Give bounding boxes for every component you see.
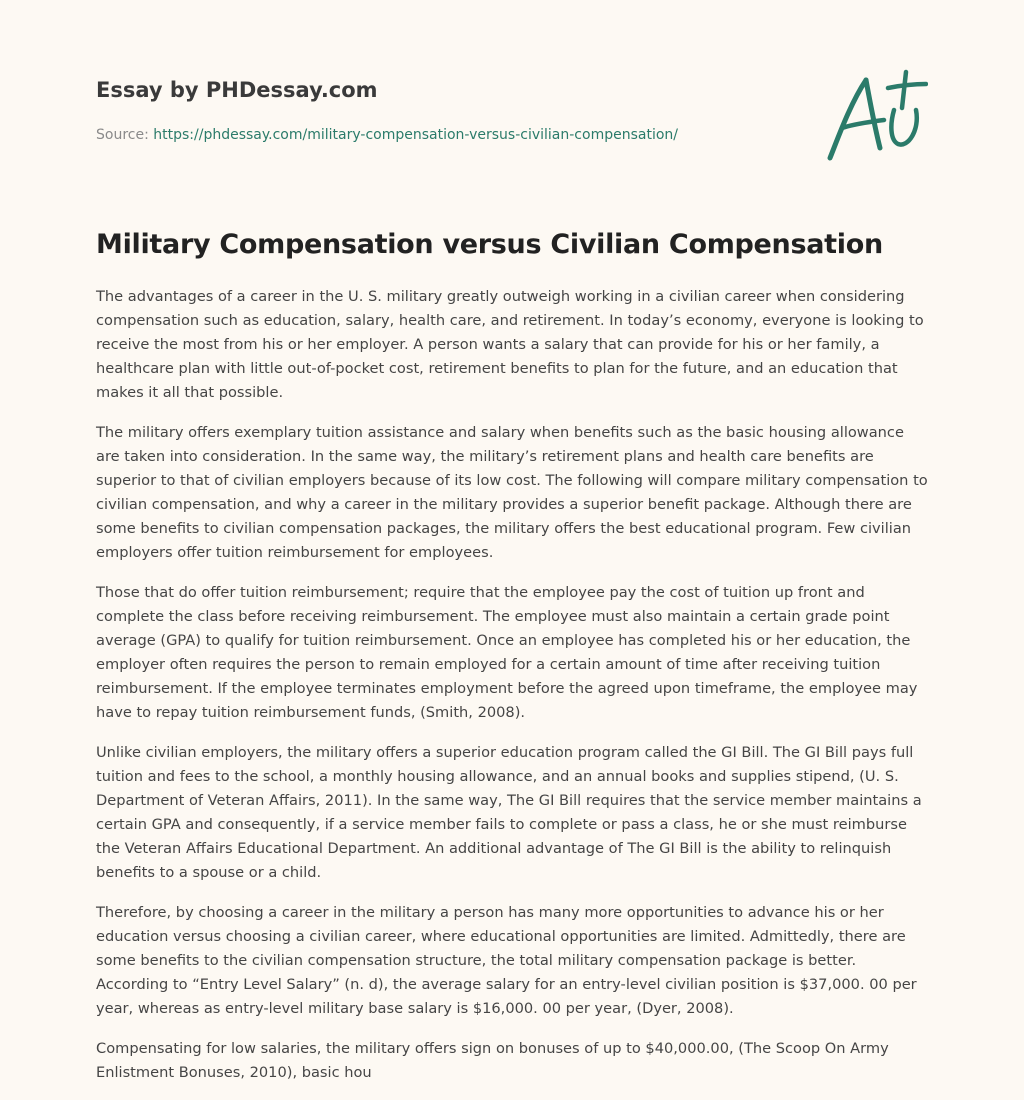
source-label: Source: [96, 127, 154, 143]
essay-paragraph: Compensating for low salaries, the military offers sign on bonuses of up to $40,000.00, (The Scoop On Army Enlistment Bonuses, 2010), basic hou [96, 1040, 889, 1081]
essay-paragraph: Unlike civilian employers, the military offers a superior education program called the GI Bill. The GI Bill pays full tuition and fees to the school, a monthly housing allowance, and an annual books and supplies stipend, (U. S. Department of Veteran Affairs, 2011). In the same way, The GI Bill requires that the service member maintains a certain GPA and consequently, if a service member fails to complete or pass a class, he or she must reimburse the Veteran Affairs Educational Department. An additional advantage of The GI Bill is the ability to relinquish benefits to a spouse or a child. [96, 744, 922, 881]
essay-title: Military Compensation versus Civilian Compensation [96, 229, 883, 260]
essay-body [96, 285, 928, 1100]
essay-paragraph: The military offers exemplary tuition assistance and salary when benefits such as the basic housing allowance are taken into consideration. In the same way, the military’s retirement plans and health care benefits are superior to that of civilian employers because of its low cost. The following will compare military compensation to civilian compensation, and why a career in the military provides a superior benefit package. Although there are some benefits to civilian compensation packages, the military offers the best educational program. Few civilian employers offer tuition reimbursement for employees. [96, 424, 928, 561]
source-link[interactable]: https://phdessay.com/military-compensation-versus-civilian-compensation/ [153, 127, 678, 143]
page-header [96, 76, 928, 176]
a-plus-grade-icon [824, 68, 928, 164]
essay-paragraph: The advantages of a career in the U. S. military greatly outweigh working in a civilian career when considering compensation such as education, salary, health care, and retirement. In today’s economy, everyone is looking to receive the most from his or her employer. A person wants a salary that can provide for his or her family, a healthcare plan with little out-of-pocket cost, retirement benefits to plan for the future, and an education that makes it all that possible. [96, 288, 924, 401]
essay-paragraph: Those that do offer tuition reimbursement; require that the employee pay the cost of tuition up front and complete the class before receiving reimbursement. The employee must also maintain a certain grade point average (GPA) to qualify for tuition reimbursement. Once an employee has completed his or her education, the employer often requires the person to remain employed for a certain amount of time after receiving tuition reimbursement. If the employee terminates employment before the agreed upon timeframe, the employee may have to repay tuition reimbursement funds, (Smith, 2008). [96, 584, 918, 721]
essay-paragraph: Therefore, by choosing a career in the military a person has many more opportunities to advance his or her education versus choosing a civilian career, where educational opportunities are limited. Admittedly, there are some benefits to the civilian compensation structure, the total military compensation package is better. According to “Entry Level Salary” (n. d), the average salary for an entry-level civilian position is $37,000. 00 per year, whereas as entry-level military base salary is $16,000. 00 per year, (Dyer, 2008). [96, 904, 917, 1017]
source-line [96, 125, 928, 145]
site-title: Essay by PHDessay.com [96, 78, 378, 102]
